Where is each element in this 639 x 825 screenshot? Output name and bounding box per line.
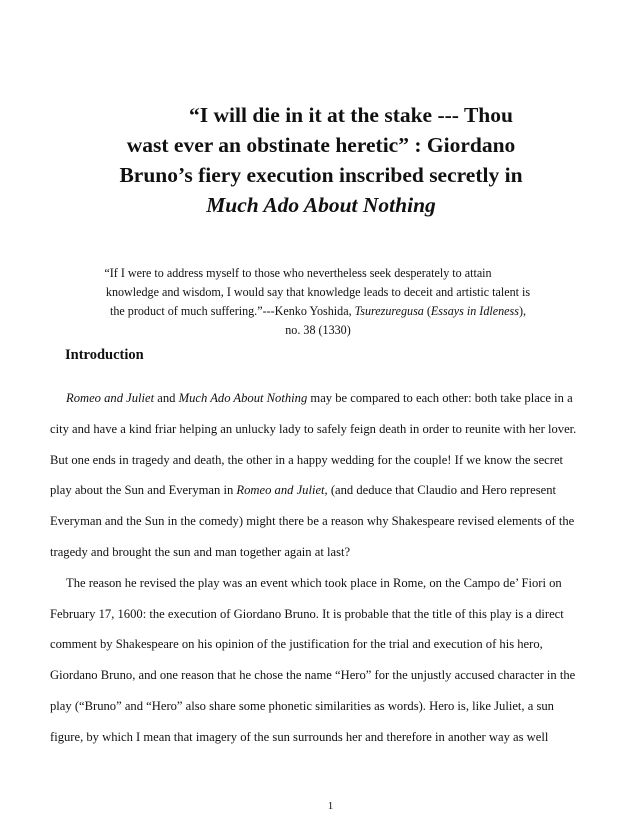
body-fragment: play about the Sun and Everyman in xyxy=(50,483,237,498)
epigraph-text: ( xyxy=(423,304,431,318)
epigraph-text: the product of much suffering.”---Kenko Yoshida, xyxy=(109,304,355,318)
page-number: 1 xyxy=(327,800,334,812)
body-line: Everyman and the Sun in the comedy) might there be a reason why Shakespeare revised elements of the xyxy=(50,514,575,529)
body-fragment: and xyxy=(154,391,179,405)
epigraph-line-1: “If I were to address myself to those who nevertheless seek desperately to attain xyxy=(104,266,492,280)
body-line: tragedy and brought the sun and man together again at last? xyxy=(50,544,351,559)
body-text xyxy=(50,383,615,753)
body-fragment: (and deduce that Claudio and Hero represent xyxy=(327,483,557,498)
body-line: play (“Bruno” and “Hero” also share some phonetic similarities as words). Hero is, like Juliet, a sun xyxy=(50,698,554,713)
epigraph-line-4: no. 38 (1330) xyxy=(285,323,351,337)
paper-title xyxy=(40,100,602,220)
epigraph-line-3 xyxy=(48,302,588,321)
body-line: The reason he revised the play was an event which took place in Rome, on the Campo de’ Fiori on xyxy=(66,575,562,590)
work-title: Much Ado About Nothing xyxy=(178,391,308,405)
epigraph-text: ), xyxy=(518,304,526,318)
title-line-3: Bruno’s fiery execution inscribed secretly in xyxy=(119,163,523,187)
title-line-4: Much Ado About Nothing xyxy=(206,193,436,217)
title-line-1: “I will die in it at the stake --- Thou xyxy=(189,103,513,127)
body-fragment: may be compared to each other: both take place in a xyxy=(307,391,573,405)
epigraph-work-title: Tsurezuregusa xyxy=(354,304,424,318)
body-line: But one ends in tragedy and death, the other in a happy wedding for the couple! If we know the secret xyxy=(50,452,564,467)
epigraph-work-subtitle: Essays in Idleness xyxy=(430,304,519,318)
work-title: Romeo and Juliet xyxy=(66,391,155,405)
body-line: comment by Shakespeare on his opinion of the justification for the trial and execution of his hero, xyxy=(50,637,543,652)
body-line xyxy=(50,383,615,414)
epigraph xyxy=(48,264,588,340)
body-line: city and have a kind friar helping an unlucky lady to safely feign death in order to reunite with her lover. xyxy=(50,421,577,436)
body-line: February 17, 1600: the execution of Giordano Bruno. It is probable that the title of this play is a direct xyxy=(50,606,564,621)
body-line: Giordano Bruno, and one reason that he chose the name “Hero” for the unjustly accused character in the xyxy=(50,668,576,683)
title-line-2: wast ever an obstinate heretic” : Giordano xyxy=(126,133,516,157)
section-heading: Introduction xyxy=(65,347,144,363)
body-line xyxy=(50,475,615,506)
work-title: Romeo and Juliet, xyxy=(236,483,328,498)
body-line: figure, by which I mean that imagery of the sun surrounds her and therefore in another way as well xyxy=(50,729,549,744)
epigraph-line-2: knowledge and wisdom, I would say that knowledge leads to deceit and artistic talent is xyxy=(105,285,531,299)
